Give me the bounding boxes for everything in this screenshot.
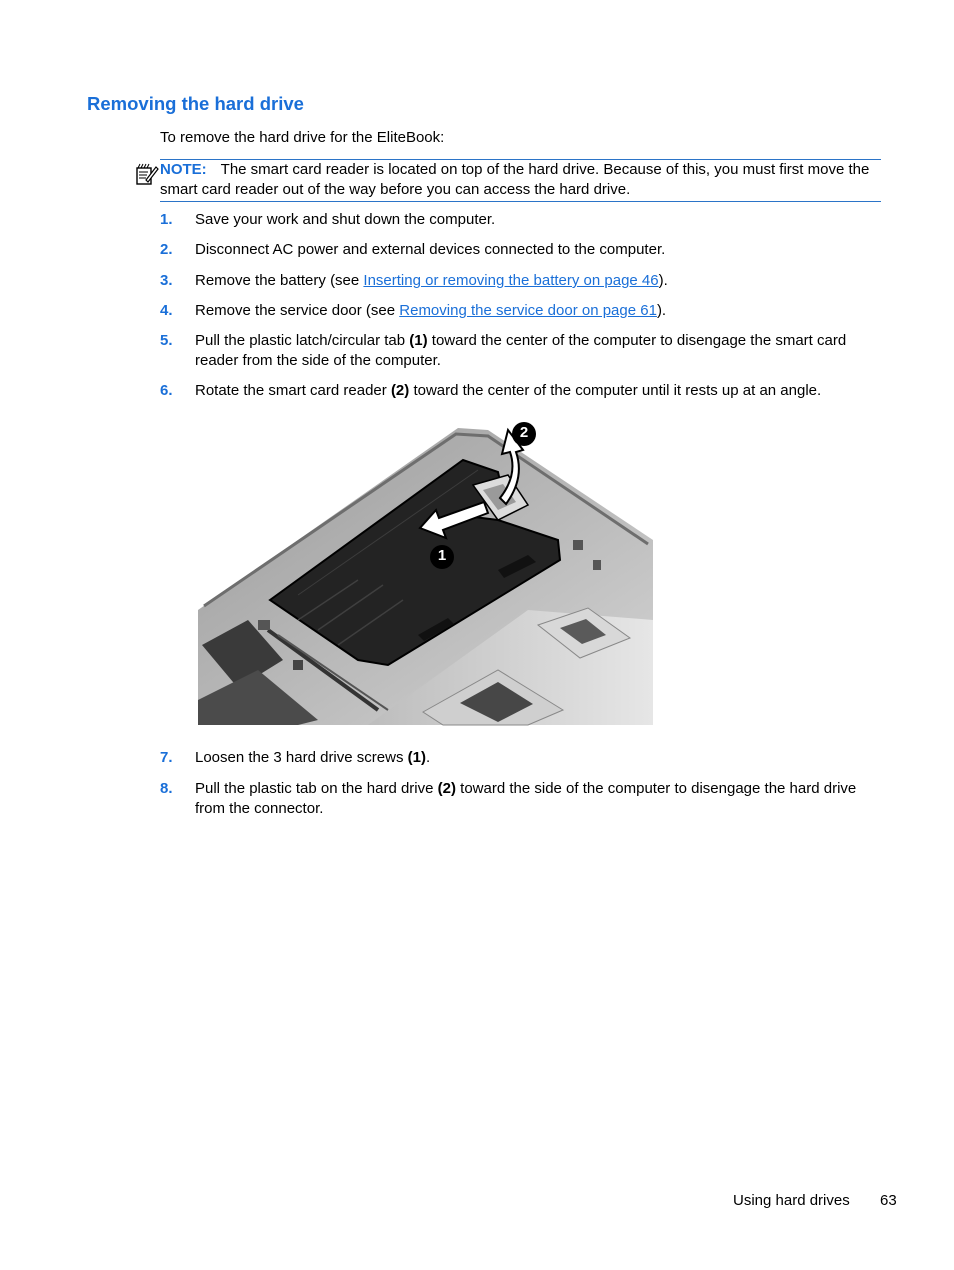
hard-drive-figure bbox=[198, 420, 653, 730]
step-text: Loosen the 3 hard drive screws bbox=[195, 749, 408, 766]
step-callout: (1) bbox=[409, 332, 428, 349]
step-text-end: ). bbox=[656, 302, 667, 319]
callout-2: 2 bbox=[519, 424, 529, 441]
step-text-end: . bbox=[425, 749, 431, 766]
step-text: Save your work and shut down the computer. bbox=[195, 211, 496, 228]
step-number: 6. bbox=[160, 382, 173, 399]
step-1 bbox=[160, 210, 880, 230]
step-number: 7. bbox=[160, 749, 173, 766]
step-number: 8. bbox=[160, 780, 173, 797]
step-number: 2. bbox=[160, 241, 173, 258]
step-4 bbox=[160, 301, 880, 321]
step-7 bbox=[160, 748, 880, 768]
step-callout: (2) bbox=[437, 780, 456, 797]
step-text: Disconnect AC power and external devices connected to the computer. bbox=[195, 241, 666, 258]
step-3 bbox=[160, 271, 880, 291]
step-text-end: ). bbox=[658, 272, 668, 289]
step-5 bbox=[160, 331, 880, 371]
intro-text: To remove the hard drive for the EliteBook: bbox=[160, 129, 445, 146]
step-number: 3. bbox=[160, 272, 173, 289]
step-text-end: toward the center of the computer until it rests up at an angle. bbox=[409, 382, 822, 399]
step-callout: (2) bbox=[390, 382, 410, 399]
note-icon bbox=[135, 162, 159, 186]
note-box bbox=[160, 159, 881, 202]
step-text: Rotate the smart card reader bbox=[195, 382, 391, 399]
step-8 bbox=[160, 779, 880, 819]
service-door-link[interactable]: Removing the service door on page 61 bbox=[399, 302, 657, 319]
battery-link[interactable]: Inserting or removing the battery on page 46 bbox=[363, 272, 659, 289]
footer-page-number: 63 bbox=[880, 1192, 897, 1209]
step-text: Pull the plastic latch/circular tab bbox=[195, 332, 410, 349]
step-text-end: toward the side of the computer to disengage the hard drive from the connector. bbox=[195, 780, 857, 817]
step-callout: (1) bbox=[407, 749, 426, 766]
footer-section-title: Using hard drives bbox=[733, 1192, 850, 1209]
step-text: Remove the service door (see bbox=[195, 302, 400, 319]
note-label: NOTE: bbox=[160, 161, 207, 178]
step-text-end: toward the center of the computer to disengage the smart card reader from the side of the computer. bbox=[195, 332, 847, 369]
step-number: 4. bbox=[160, 302, 173, 319]
step-text: Remove the battery (see bbox=[195, 272, 364, 289]
page-heading: Removing the hard drive bbox=[87, 93, 304, 114]
step-2 bbox=[160, 240, 880, 260]
step-number: 1. bbox=[160, 211, 173, 228]
note-text: The smart card reader is located on top of the hard drive. Because of this, you must first move the smart card reader out of the way before you can access the hard drive. bbox=[160, 161, 870, 198]
callout-1: 1 bbox=[437, 547, 447, 564]
step-number: 5. bbox=[160, 332, 173, 349]
step-6 bbox=[160, 381, 880, 401]
step-text: Pull the plastic tab on the hard drive bbox=[195, 780, 438, 797]
